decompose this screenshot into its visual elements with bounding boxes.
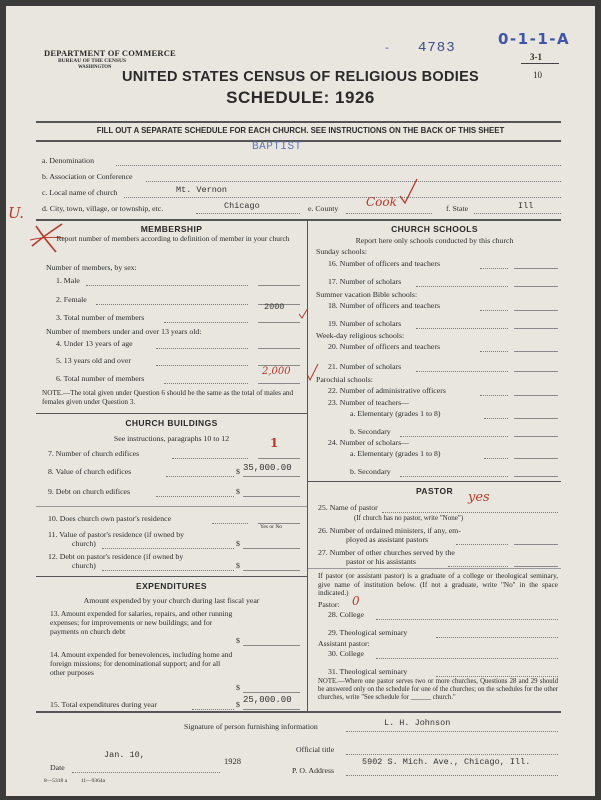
q10-leader: [212, 523, 248, 524]
q11-label: 11. Value of pastor's residence (if owned by: [48, 530, 185, 539]
classification-code-3: 10: [533, 70, 542, 80]
q20-label: 20. Number of officers and teachers: [328, 342, 441, 351]
local-name-label: c. Local name of church: [42, 188, 118, 197]
form-subtitle: SCHEDULE: 1926: [226, 88, 375, 107]
q15-answer[interactable]: [243, 709, 300, 710]
q9-dollar: $: [236, 487, 240, 496]
membership-intro: Report number of members according to definition of member in your church: [56, 234, 290, 243]
q24a-leader: [484, 458, 508, 459]
q31-answer[interactable]: [436, 676, 558, 677]
signature-line[interactable]: [346, 731, 558, 732]
q4-answer[interactable]: [258, 348, 300, 349]
county-value: Cook: [366, 195, 397, 209]
q15-label: 15. Total expenditures during year: [50, 700, 157, 709]
local-name-line[interactable]: [124, 197, 561, 198]
q3-leader: [164, 322, 248, 323]
q17-leader: [416, 286, 508, 287]
schools-rule: [308, 481, 561, 482]
q22-leader: [480, 395, 508, 396]
q4-label: 4. Under 13 years of age: [56, 339, 133, 348]
q8-answer[interactable]: [243, 476, 300, 477]
parochial-label: Parochial schools:: [316, 375, 373, 384]
q31-label: 31. Theological seminary: [328, 667, 408, 676]
q25-handwritten: yes: [468, 490, 490, 505]
q9-label: 9. Debt on church edifices: [48, 487, 131, 496]
q25-label: 25. Name of pastor: [318, 503, 378, 512]
yes-no-hint: Yes or No: [260, 524, 283, 530]
margin-mark: U.: [8, 204, 25, 222]
classification-code: 0-1-1-A: [498, 30, 571, 48]
sunday-label: Sunday schools:: [316, 247, 367, 256]
q3-label: 3. Total number of members: [56, 313, 145, 322]
q11-label-cont: church): [72, 539, 96, 548]
code-underline: [521, 63, 559, 64]
association-label: b. Association or Conference: [42, 172, 133, 181]
address-value: 5902 S. Mich. Ave., Chicago, Ill.: [362, 757, 531, 767]
q14-answer[interactable]: [243, 692, 300, 693]
date-label: Date: [50, 763, 65, 772]
q6-label: 6. Total number of members: [56, 374, 145, 383]
q12-dollar: $: [236, 561, 240, 570]
q7-label: 7. Number of church edifices: [48, 449, 140, 458]
q18-label: 18. Number of officers and teachers: [328, 301, 441, 310]
q7-answer[interactable]: [258, 458, 300, 459]
classification-code-2: 3-1: [530, 52, 542, 62]
q26-label: 26. Number of ordained ministers, if any, em-: [318, 526, 461, 535]
serial-dash: -: [384, 44, 391, 55]
q22-answer[interactable]: [514, 395, 558, 396]
county-label: e. County: [308, 204, 339, 213]
q9-answer[interactable]: [243, 496, 300, 497]
q5-leader: [156, 365, 248, 366]
bureau-city: WASHINGTON: [78, 65, 112, 70]
form-number: 8—5318 a 11—9364a: [44, 778, 106, 784]
q14-label: 14. Amount expended for benevolences, including home and foreign missions; for denominational support; and for all other purposes: [50, 650, 233, 678]
q20-answer[interactable]: [514, 351, 558, 352]
state-line[interactable]: [474, 213, 561, 214]
q25-answer[interactable]: [382, 512, 558, 513]
q20-leader: [480, 351, 508, 352]
q28-answer[interactable]: [376, 619, 558, 620]
column-divider: [307, 219, 308, 711]
county-line[interactable]: [346, 213, 432, 214]
q16-label: 16. Number of officers and teachers: [328, 259, 441, 268]
q11-leader: [102, 548, 234, 549]
q26-label-cont: ployed as assistant pastors: [346, 535, 429, 544]
q28-label: 28. College: [328, 610, 364, 619]
q23b-answer[interactable]: [514, 436, 558, 437]
q26-answer[interactable]: [514, 544, 558, 545]
q7-value: 1: [270, 436, 279, 450]
q18-answer[interactable]: [514, 310, 558, 311]
q23b-label: b. Secondary: [350, 427, 391, 436]
dept-name: DEPARTMENT OF COMMERCE: [44, 48, 176, 58]
expenditures-title: EXPENDITURES: [136, 581, 207, 591]
city-label: d. City, town, village, or township, etc.: [42, 204, 164, 213]
age-intro: Number of members under and over 13 years old:: [46, 327, 202, 336]
official-title-line[interactable]: [346, 754, 558, 755]
q12-label: 12. Debt on pastor's residence (if owned by: [48, 552, 184, 561]
q15-value: 25,000.00: [243, 695, 292, 705]
pastor-title: PASTOR: [415, 486, 454, 496]
buildings-title: CHURCH BUILDINGS: [125, 418, 218, 428]
q16-answer[interactable]: [514, 268, 558, 269]
main-rule-bottom: [36, 711, 561, 713]
q15-dollar: $: [236, 700, 240, 709]
q27-label-cont: pastor or his assistants: [346, 557, 416, 566]
q11-answer[interactable]: [243, 548, 300, 549]
q7-leader: [172, 458, 248, 459]
q19-leader: [416, 328, 508, 329]
pastor-sublabel: Pastor:: [318, 600, 340, 609]
membership-rule: [36, 413, 307, 414]
q17-label: 17. Number of scholars: [328, 277, 402, 286]
q13-answer[interactable]: [243, 645, 300, 646]
q29-label: 29. Theological seminary: [328, 628, 408, 637]
q12-label-cont: church): [72, 561, 96, 570]
by-sex-label: Number of members, by sex:: [46, 263, 137, 272]
q21-label: 21. Number of scholars: [328, 362, 402, 371]
city-value: Chicago: [224, 201, 260, 211]
expenditures-intro: Amount expended by your church during last fiscal year: [83, 596, 260, 605]
q27-label: 27. Number of other churches served by the: [318, 548, 455, 557]
state-label: f. State: [446, 204, 469, 213]
q27-leader: [448, 566, 508, 567]
q8-value: 35,000.00: [243, 463, 292, 473]
q3-value: 2000: [264, 302, 285, 312]
signature-label: Signature of person furnishing information: [184, 722, 318, 731]
buildings-rule: [36, 576, 307, 577]
buildings-intro: See instructions, paragraphs 10 to 12: [113, 434, 230, 443]
q6-leader: [164, 383, 248, 384]
pastor-subrule: [308, 568, 561, 569]
q1-label: 1. Male: [56, 276, 80, 285]
signature-value: L. H. Johnson: [384, 718, 451, 728]
date-line[interactable]: [72, 772, 220, 773]
q24b-leader: [400, 476, 508, 477]
q23a-leader: [484, 418, 508, 419]
q3-answer[interactable]: [258, 322, 300, 323]
q23a-label: a. Elementary (grades 1 to 8): [350, 409, 441, 418]
q23b-leader: [400, 436, 508, 437]
q18-leader: [480, 310, 508, 311]
date-year: 1928: [224, 756, 241, 766]
local-name-value: Mt. Vernon: [176, 185, 228, 195]
q19-answer[interactable]: [514, 328, 558, 329]
association-line[interactable]: [146, 181, 561, 182]
city-line[interactable]: [196, 213, 300, 214]
denomination-label: a. Denomination: [42, 156, 94, 165]
q5-label: 5. 13 years old and over: [56, 356, 131, 365]
q16-leader: [480, 268, 508, 269]
address-label: P. O. Address: [292, 766, 335, 775]
q15-leader: [192, 709, 234, 710]
q8-leader: [166, 476, 234, 477]
membership-note: NOTE.—The total given under Question 6 should be the same as the total of males and females given under Question 3.: [42, 389, 294, 406]
schools-intro: Report here only schools conducted by this church: [355, 236, 514, 245]
header-rule-top: [36, 121, 561, 123]
q24a-label: a. Elementary (grades 1 to 8): [350, 449, 441, 458]
official-title-label: Official title: [296, 745, 335, 754]
q1-leader: [86, 285, 248, 286]
q25-sub: (If church has no pastor, write "None"): [354, 514, 464, 522]
denomination-stamp: BAPTIST: [252, 141, 302, 153]
q14-dollar: $: [236, 683, 240, 692]
q19-label: 19. Number of scholars: [328, 319, 402, 328]
q27-answer[interactable]: [514, 566, 558, 567]
weekday-label: Week-day religious schools:: [316, 331, 405, 340]
q6-value: 2,000: [262, 366, 291, 377]
q12-leader: [102, 570, 234, 571]
form-title: UNITED STATES CENSUS OF RELIGIOUS BODIES: [121, 69, 480, 85]
instructions-line: FILL OUT A SEPARATE SCHEDULE FOR EACH CHURCH. SEE INSTRUCTIONS ON THE BACK OF THIS SHEET: [96, 126, 505, 135]
pastor-mark: 0: [352, 594, 360, 608]
main-rule-top: [36, 219, 561, 221]
checkmark-icon: [298, 306, 310, 320]
q29-answer[interactable]: [436, 637, 558, 638]
q26-leader: [456, 544, 508, 545]
q10-label: 10. Does church own pastor's residence: [48, 514, 172, 523]
q1-answer[interactable]: [258, 285, 300, 286]
membership-title: MEMBERSHIP: [140, 224, 203, 234]
denomination-line[interactable]: [116, 165, 561, 166]
q12-answer[interactable]: [243, 570, 300, 571]
q9-leader: [156, 496, 234, 497]
q17-answer[interactable]: [514, 286, 558, 287]
q21-answer[interactable]: [514, 371, 558, 372]
q13-label: 13. Amount expended for salaries, repairs, and other running expenses; for improvements or new buildings; and for payments on church debt: [50, 609, 233, 637]
q22-label: 22. Number of administrative officers: [328, 386, 446, 395]
date-value: Jan. 10,: [104, 750, 145, 760]
q23a-answer[interactable]: [514, 418, 558, 419]
address-line[interactable]: [346, 775, 558, 776]
q11-dollar: $: [236, 539, 240, 548]
q4-leader: [156, 348, 248, 349]
q8-label: 8. Value of church edifices: [48, 467, 132, 476]
graduate-note: If pastor (or assistant pastor) is a graduate of a college or theological seminary, give name of institution below. (If not a graduate, write "No" in the space indicated.): [318, 572, 558, 598]
pastor-note: NOTE.—Where one pastor serves two or more churches, Questions 28 and 29 should be answered only on the schedule for one of the churches; on the schedules for the other churches, write "See schedule for ______ church.": [318, 678, 558, 701]
summer-label: Summer vacation Bible schools:: [316, 290, 418, 299]
q30-label: 30. College: [328, 649, 364, 658]
state-value: Ill: [518, 201, 534, 211]
checkmark-icon: [398, 176, 420, 206]
q21-leader: [416, 371, 508, 372]
q24b-label: b. Secondary: [350, 467, 391, 476]
q13-dollar: $: [236, 636, 240, 645]
q8-dollar: $: [236, 467, 240, 476]
schools-title: CHURCH SCHOOLS: [391, 224, 478, 234]
assistant-sublabel: Assistant pastor:: [318, 639, 370, 648]
q6-answer[interactable]: [258, 383, 300, 384]
q23-label: 23. Number of teachers—: [328, 398, 409, 407]
census-schedule-page: [6, 6, 595, 796]
bureau-name: BUREAU OF THE CENSUS: [58, 58, 127, 64]
q2-label: 2. Female: [56, 295, 87, 304]
q24-label: 24. Number of scholars—: [328, 438, 409, 447]
buildings-subrule: [36, 506, 307, 507]
q24b-answer[interactable]: [514, 476, 558, 477]
q2-leader: [96, 304, 248, 305]
serial-stamp: 4783: [418, 40, 456, 56]
q24a-answer[interactable]: [514, 458, 558, 459]
q30-answer[interactable]: [376, 658, 558, 659]
